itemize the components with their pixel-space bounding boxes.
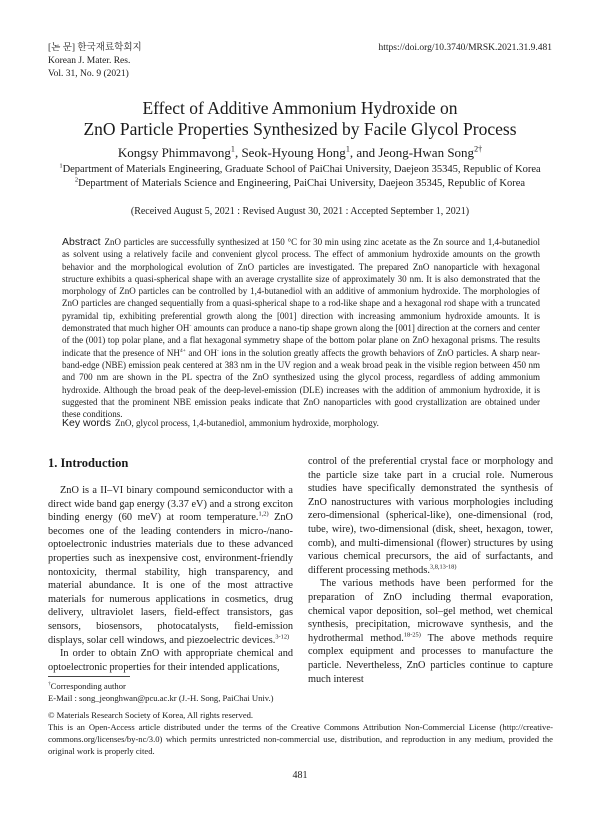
keywords-label: Key words — [62, 417, 112, 429]
affiliation-2-text: Department of Materials Science and Engineering, PaiChai University, Daejeon 35345, Republic of Korea — [78, 178, 526, 189]
author-separator: , and — [349, 145, 379, 160]
dagger-mark: † — [48, 681, 51, 688]
corresponding-author-note — [48, 680, 553, 692]
affiliation-2 — [0, 178, 600, 189]
citation: 18-25) — [403, 631, 421, 639]
section-heading-introduction: 1. Introduction — [48, 456, 129, 470]
abstract-text-4: ions in the solution greatly affects the growth behaviors of ZnO particles. A sharp near-band-edge (NBE) emission peak centered at 383 nm in the UV region and a weak broad peak in the visible region between 450 nm and 700 nm are shown in the PL spectra of the ZnO synthesized using the glycol process, regardless of adding ammonium hydroxide. Although the broad peak of the deep-level-emission (DLE) increases with the addition of ammonium hydroxide, it is suggested that the prominent NBE emission peaks indicate that ZnO nanoparticles with good crystallization are obtained under these conditions. — [62, 347, 540, 420]
journal-english-name: Korean J. Mater. Res. — [48, 56, 131, 66]
paragraph-text: The above methods require complex equipment and processes to manufacture the particle. Nevertheless, ZnO particles continue to capture much interest — [308, 632, 553, 685]
page-number: 481 — [292, 770, 308, 781]
title-line-1: Effect of Additive Ammonium Hydroxide on — [142, 98, 458, 118]
affiliation-1-mark: 1 — [59, 162, 63, 170]
left-column — [48, 484, 293, 674]
paragraph-text: control of the preferential crystal face or morphology and the particle size take part in a crucial role. Numerous studies have specifically demonstrated the synthesis of ZnO nanostructures with various morphologies including zero-dimensional (spherical-like), one-dimensional (rod, tube, wire), two-dimensional (disk, sheet, hexagon, tower, comb), and multi-dimensional (flower) structures by using various chemical precursors, the aid of surfactants, and different processing methods. — [308, 456, 553, 576]
license-notice: This is an Open-Access article distributed under the terms of the Creative Commons Attribution Non-Commercial License (http://creative-commons.org/licenses/by-nc/3.0) which permits unrestricted non-commercial use, distribution, and reproduction in any medium, provided the original work is properly cited. — [48, 722, 553, 756]
abstract — [62, 236, 540, 420]
doi-link[interactable]: https://doi.org/10.3740/MRSK.2021.31.9.481 — [378, 43, 552, 53]
journal-header — [48, 42, 142, 81]
copyright-notice: © Materials Research Society of Korea, All rights reserved. — [48, 710, 254, 720]
author-list — [0, 145, 600, 161]
intro-paragraph-2: In order to obtain ZnO with appropriate chemical and optoelectronic properties for their intended applications, — [48, 648, 293, 673]
journal-korean-name: [논 문] 한국재료학회지 — [48, 43, 142, 53]
keywords-text: ZnO, glycol process, 1,4-butanediol, ammonium hydroxide, morphology. — [115, 418, 379, 428]
right-column — [308, 455, 553, 686]
corresponding-author-label: Corresponding author — [50, 681, 126, 691]
citation: 3-12) — [275, 633, 290, 641]
citation: 1,2) — [258, 510, 269, 518]
citation: 3,8,13-18) — [429, 563, 457, 571]
author-2: Seok-Hyoung Hong — [241, 145, 346, 160]
intro-paragraph-1 — [48, 484, 293, 647]
affiliation-2-mark: 2 — [74, 176, 79, 184]
affiliation-1 — [0, 164, 600, 175]
abstract-superscript: - — [189, 323, 192, 330]
paper-title — [0, 98, 600, 140]
affiliation-1-text: Department of Materials Engineering, Graduate School of PaiChai University, Daejeon 35345, Republic of Korea — [62, 164, 541, 175]
keywords — [62, 417, 540, 429]
intro-paragraph-2-continued — [308, 455, 553, 577]
author-2-affiliation-mark: 1 — [345, 144, 350, 154]
abstract-superscript: - — [217, 347, 219, 354]
abstract-text-3: and OH — [185, 347, 217, 358]
paragraph-text: The various methods have been performed for the preparation of ZnO including thermal evaporation, chemical vapor deposition, sol–gel method, wet chemical synthesis, precipitation, microwave synthesis, and the hydrothermal method. — [308, 578, 553, 644]
intro-paragraph-3 — [308, 577, 553, 686]
author-3: Jeong-Hwan Song — [378, 145, 475, 160]
abstract-superscript: 4+ — [179, 347, 186, 354]
author-separator: , — [234, 145, 242, 160]
corresponding-author-email: E-Mail : song_jeonghwan@pcu.ac.kr (J.-H. Song, PaiChai Univ.) — [48, 693, 274, 703]
journal-volume: Vol. 31, No. 9 (2021) — [48, 69, 129, 79]
abstract-label: Abstract — [62, 236, 101, 248]
abstract-text-2: amounts can produce a nano-tip shape grown along the [001] direction at the corners and center of the (001) top polar plane, and a flat hexagonal symmetry shape of the bottom polar plane on ZnO hexagonal prisms. The results indicate that the presence of NH — [62, 323, 541, 358]
author-1-affiliation-mark: 1 — [230, 144, 235, 154]
author-3-affiliation-mark: 2† — [474, 144, 483, 154]
paragraph-text: ZnO becomes one of the leading contenders in micro-/nano-optoelectronic industries materials due to these advanced properties such as inexpensive cost, environment-friendly nontoxicity, thermal stability, high transparency, and material abundance. It is one of the most attractive materials for numerous applications in cosmetics, drug delivery, ultraviolet lasers, field-effect transistors, gas sensors, biosensors, photocatalysts, field-emission displays, solar cell windows, and piezoelectric devices. — [48, 512, 293, 646]
paragraph-text: ZnO is a II–VI binary compound semiconductor with a direct wide band gap energy (3.37 eV) and a strong exciton binding energy (60 meV) at room temperature. — [48, 485, 293, 524]
received-dates: (Received August 5, 2021 : Revised August 30, 2021 : Accepted September 1, 2021) — [130, 206, 470, 217]
abstract-text-1: ZnO particles are successfully synthesized at 150 °C for 30 min using zinc acetate as the Zn source and 1,4-butanediol as solvent using a relatively facile and convenient glycol process. The effect of ammonium hydroxide amounts on the growth behavior and the morphological evolution of ZnO particles are investigated. The prepared ZnO nanoparticle with hexagonal structure exhibits a quasi-spherical shape with an average crystallite size of approximately 30 nm. It is also demonstrated that the morphology of ZnO particles can be controlled by 1,4-butanediol with an additive of ammonium hydroxide. The morphologies of ZnO particles are changed sequentially from a quasi-spherical shape to a rod-like shape and a hexagonal rod shape with a truncated pyramidal tip, exhibiting preferential growth along the [001] direction with increasing ammonium hydroxide amounts. It is demonstrated that much higher OH — [62, 237, 540, 334]
author-1: Kongsy Phimmavong — [117, 145, 231, 160]
footnote-divider — [48, 676, 130, 677]
title-line-2: ZnO Particle Properties Synthesized by Facile Glycol Process — [83, 119, 517, 139]
